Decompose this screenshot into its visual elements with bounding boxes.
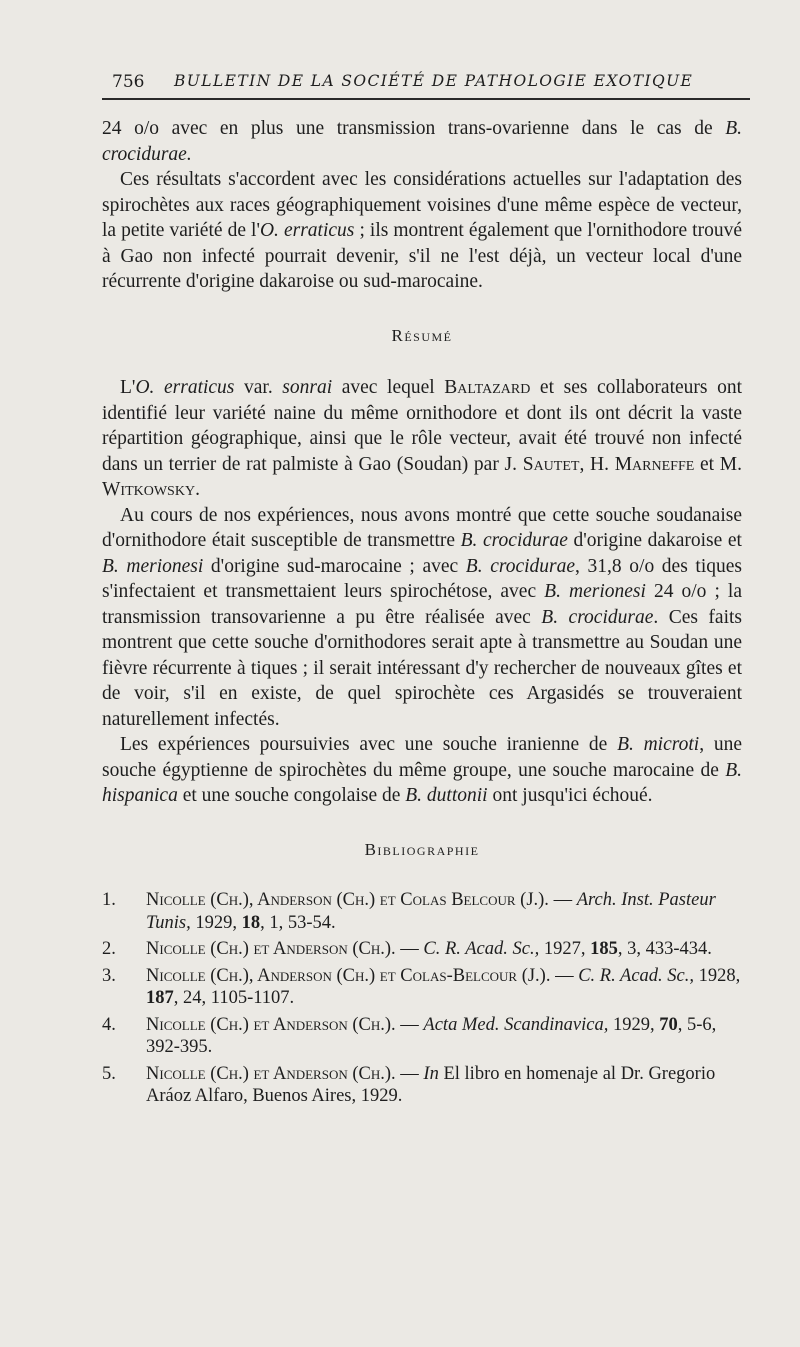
reference-item: 5. Nicolle (Ch.) et Anderson (Ch.). — In El libro en homenaje al Dr. Gregorio Aráoz Alfaro, Buenos Aires, 1929. xyxy=(102,1063,716,1106)
reference-item: 4. Nicolle (Ch.) et Anderson (Ch.). — Acta Med. Scandinavica, 1929, 70, 5-6, 392-395. xyxy=(102,1014,717,1057)
paragraph-5: Les expériences poursuivies avec une souche iranienne de B. microti, une souche égyptienne de spirochètes du même groupe, une souche marocaine de B. hispanica et une souche congolaise de B. duttonii ont jusqu'ici échoué. xyxy=(102,734,742,806)
paragraph-4: Au cours de nos expériences, nous avons montré que cette souche soudanaise d'ornithodore était susceptible de transmettre B. crocidurae d'origine dakaroise et B. merionesi d'origine sud-marocaine ; avec B. crocidurae, 31,8 o/o des tiques s'infectaient et transmettaient leurs spirochétose, avec B. merionesi 24 o/o ; la transmission transovarienne a pu être réalisée avec B. crocidurae. Ces faits montrent que cette souche d'ornithodores serait apte à transmettre au Soudan une fièvre récurrente à tiques ; il serait intéressant d'y rechercher de nouveaux gîtes et de voir, s'il en existe, de quel spirochète ces Argasidés se trouveraient naturellement infectés. xyxy=(102,504,743,730)
resume-heading: Résumé xyxy=(391,325,453,345)
running-title: BULLETIN DE LA SOCIÉTÉ DE PATHOLOGIE EXOTIQUE xyxy=(174,72,694,90)
bibliography-heading: Bibliographie xyxy=(364,839,480,859)
reference-list xyxy=(102,889,742,1108)
paragraph-1: 24 o/o avec en plus une transmission trans-ovarienne dans le cas de B. crocidurae. xyxy=(102,118,742,165)
article-body xyxy=(102,116,742,1112)
paragraph-3: L'O. erraticus var. sonrai avec lequel Baltazard et ses collaborateurs ont identifié leur variété naine du même ornithodore et dont ils ont décrit la vaste répartition géographique, ainsi que le rôle vecteur, avait été trouvé non infecté dans un terrier de rat palmiste à Gao (Soudan) par J. Sautet, H. Marneffe et M. Witkowsky. xyxy=(102,377,743,500)
running-header xyxy=(102,68,750,94)
page-number: 756 xyxy=(112,72,145,92)
reference-item: 3. Nicolle (Ch.), Anderson (Ch.) et Colas-Belcour (J.). — C. R. Acad. Sc., 1928, 187, 24, 1105-1107. xyxy=(102,965,741,1008)
reference-item: 2. Nicolle (Ch.) et Anderson (Ch.). — C. R. Acad. Sc., 1927, 185, 3, 433-434. xyxy=(102,939,712,959)
header-rule xyxy=(102,98,750,100)
paragraph-2: Ces résultats s'accordent avec les considérations actuelles sur l'adaptation des spirochètes aux races géographiquement voisines d'une même espèce de vecteur, la petite variété de l'O. erraticus ; ils montrent également que l'ornithodore trouvé à Gao non infecté pourrait devenir, s'il ne l'est déjà, un vecteur local d'une récurrente d'origine dakaroise ou sud-marocaine. xyxy=(102,169,742,292)
reference-item: 1. Nicolle (Ch.), Anderson (Ch.) et Colas Belcour (J.). — Arch. Inst. Pasteur Tunis, 1929, 18, 1, 53-54. xyxy=(102,890,716,933)
